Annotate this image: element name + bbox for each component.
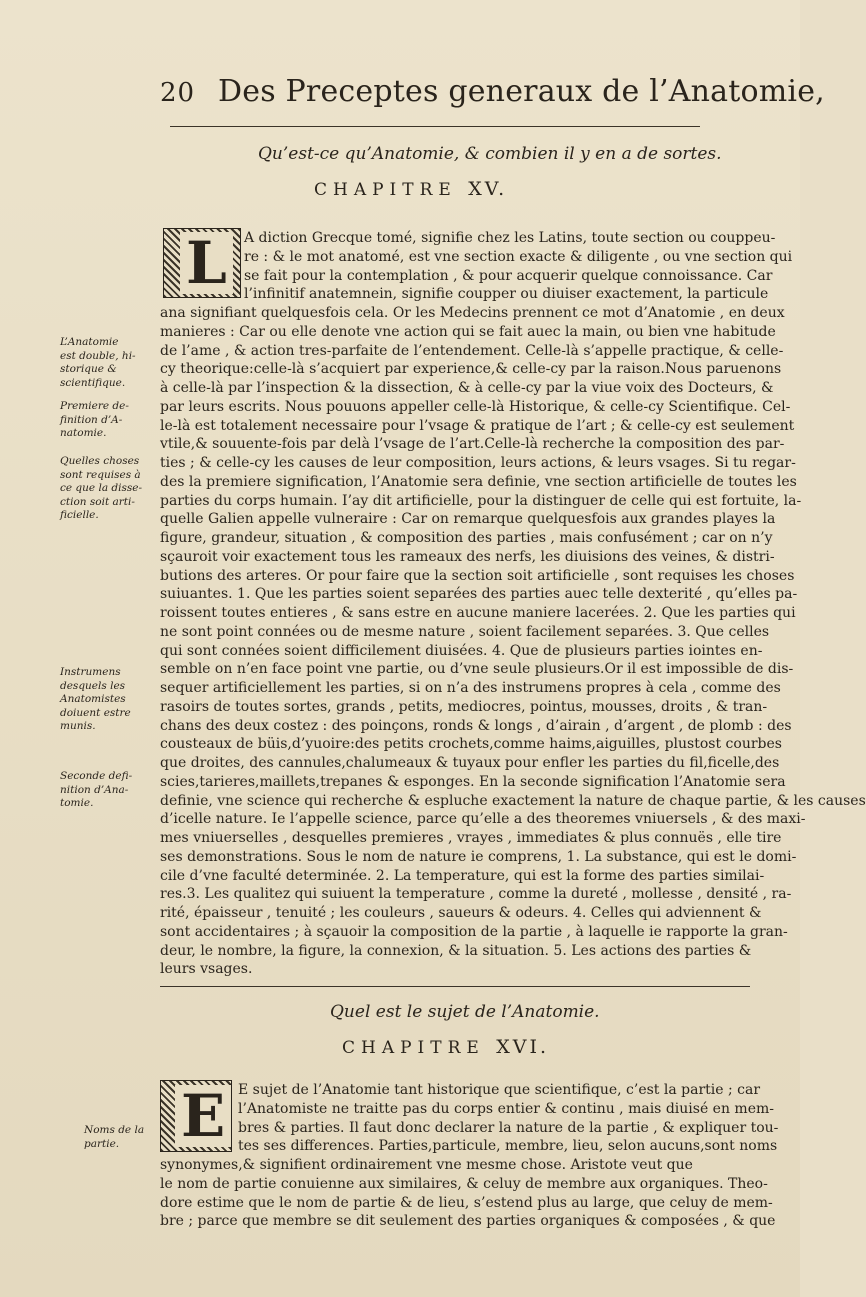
text-line: se fait pour la contemplation , & pour acquerir quelque connoissance. Car	[244, 267, 773, 284]
text-line: le nom de partie conuienne aux similaires, & celuy de membre aux organiques. Theo-	[160, 1175, 768, 1192]
text-line: suiuantes. 1. Que les parties soient separées des parties auec telle dexterité , qu’elles pa-	[160, 586, 798, 603]
margin-note: Noms de la partie.	[84, 1124, 145, 1150]
margin-note: L’Anatomie est double, hi- storique & scientifique.	[60, 336, 136, 389]
text-line: re : & le mot anatomé, est vne section exacte & diligente , ou vne section qui	[244, 248, 793, 265]
text-line: le-là est totalement necessaire pour l’vsage & pratique de l’art ; & celle-cy est seulement	[160, 417, 795, 434]
text-line: sequer artificiellement les parties, si on n’a des instrumens propres à cela , comme des	[160, 680, 781, 696]
chapter15-number: XV.	[468, 178, 508, 200]
chapter15-label	[314, 178, 507, 200]
text-line: l’Anatomiste ne traitte pas du corps entier & continu , mais diuisé en mem-	[238, 1100, 774, 1117]
chapter16-initial-letter: E	[175, 1085, 231, 1147]
text-line: cousteaux de büis,d’yuoire:des petits crochets,comme haims,aiguilles, plustost courbes	[160, 736, 782, 753]
text-line: bres & parties. Il faut donc declarer la nature de la partie , & expliquer tou-	[238, 1119, 779, 1136]
margin-note: Quelles choses sont requises à ce que la disse- ction soit arti- ficielle.	[60, 455, 143, 521]
text-line: rasoirs de toutes sortes, grands , petits, mediocres, pointus, mousses, droits , & tran-	[160, 698, 768, 715]
text-line: figure, grandeur, situation , & composition des parties , mais confusément ; car on n’y	[160, 530, 773, 546]
text-line: chans des deux costez : des poinçons, ronds & longs , d’airain , d’argent , de plomb : des	[160, 717, 792, 734]
section-divider	[160, 986, 750, 987]
chapter16-body	[160, 1081, 779, 1231]
margin-note: Seconde defi- nition d’Ana- tomie.	[60, 770, 133, 809]
text-line: des la premiere signification, l’Anatomie sera definie, vne section artificielle de toutes les	[160, 473, 797, 490]
chapter15-word: CHAPITRE	[314, 180, 457, 200]
text-line: synonymes,& signifient ordinairement vne mesme chose. Aristote veut que	[160, 1157, 693, 1173]
text-line: roissent toutes entieres , & sans estre en aucune maniere lacerées. 2. Que les parties qui	[160, 605, 796, 621]
text-line: manieres : Car ou elle denote vne action qui se fait auec la main, ou bien vne habitude	[160, 323, 776, 340]
text-line: butions des arteres. Or pour faire que la section soit artificielle , sont requises les choses	[160, 567, 795, 584]
margin-note: Instrumens desquels les Anatomistes doiuent estre munis.	[60, 666, 131, 732]
text-line: scies,tarieres,maillets,trepanes & esponges. En la seconde signification l’Anatomie sera	[160, 773, 786, 790]
text-line: A diction Grecque tomé, signifie chez les Latins, toute section ou couppeu-	[244, 230, 776, 246]
margin-note: Premiere de- finition d’A- natomie.	[60, 400, 129, 439]
text-line: ana signifiant quelquesfois cela. Or les Medecins prennent ce mot d’Anatomie , en deux	[160, 305, 785, 321]
text-line: qui sont connées soient difficilement diuisées. 4. Que de plusieurs parties iointes en-	[160, 642, 763, 659]
text-line: semble on n’en face point vne partie, ou d’vne seule plusieurs.Or il est impossible de dis-	[160, 661, 794, 678]
text-line: deur, le nombre, la figure, la connexion, & la situation. 5. Les actions des parties &	[160, 942, 752, 959]
text-line: quelle Galien appelle vulneraire : Car on remarque quelquesfois aux grandes playes la	[160, 511, 776, 528]
running-title: Des Preceptes generaux de l’Anatomie,	[218, 74, 825, 109]
text-line: cile d’vne faculté determinée. 2. La temperature, qui est la forme des parties similai-	[160, 867, 765, 884]
chapter15-title: Qu’est-ce qu’Anatomie, & combien il y en a de sortes.	[258, 144, 722, 164]
text-line: que droites, des cannules,chalumeaux & tuyaux pour enfler les parties du fil,ficelle,des	[160, 755, 780, 771]
chapter16-word: CHAPITRE	[342, 1038, 485, 1058]
text-line: à celle-là par l’inspection & la dissection, & à celle-cy par la viue voix des Docteurs, &	[160, 380, 774, 396]
text-line: sçauroit voir exactement tous les rameaux des nerfs, les diuisions des veines, & distri-	[160, 548, 775, 565]
chapter16-number: XVI.	[496, 1036, 550, 1058]
text-line: ses demonstrations. Sous le nom de nature ie comprens, 1. La substance, qui est le domi-	[160, 848, 797, 865]
text-line: par leurs escrits. Nous pouuons appeller celle-là Historique, & celle-cy Scientifique. Cel-	[160, 398, 791, 415]
text-line: ties ; & celle-cy les causes de leur composition, leurs actions, & leurs vsages. Si tu regar-	[160, 455, 796, 471]
text-line: res.3. Les qualitez qui suiuent la temperature , comme la dureté , mollesse , densité , ra-	[160, 886, 792, 903]
text-line: parties du corps humain. I’ay dit artificielle, pour la distinguer de celle qui est fortuite, la-	[160, 492, 802, 509]
text-line: mes vniuerselles , desquelles premieres , vrayes , immediates & plus connuës , elle tire	[160, 830, 782, 846]
text-line: bre ; parce que membre se dit seulement des parties organiques & composées , & que	[160, 1213, 776, 1230]
chapter16-label	[342, 1036, 549, 1058]
text-line: de l’ame , & action tres-parfaite de l’entendement. Celle-là s’appelle practique, & celle-	[160, 342, 784, 359]
header-rule	[170, 126, 700, 127]
text-line: rité, épaisseur , tenuité ; les couleurs , saueurs & odeurs. 4. Celles qui adviennent &	[160, 905, 762, 921]
text-line: E sujet de l’Anatomie tant historique que scientifique, c’est la partie ; car	[238, 1082, 761, 1098]
page-number: 20	[160, 78, 196, 108]
text-line: leurs vsages.	[160, 961, 253, 978]
text-line: definie, vne science qui recherche & espluche exactement la nature de chaque partie, & les causes	[160, 792, 866, 809]
chapter15-initial-letter: L	[180, 232, 233, 294]
text-line: sont accidentaires ; à sçauoir la composition de la partie , à laquelle ie rapporte la gran-	[160, 923, 788, 940]
text-line: d’icelle nature. Ie l’appelle science, parce qu’elle a des theoremes vniuersels , & des maxi-	[160, 811, 806, 828]
text-line: vtile,& souuente-fois par delà l’vsage de l’art.Celle-là recherche la composition des par-	[160, 436, 785, 453]
chapter16-title: Quel est le sujet de l’Anatomie.	[330, 1002, 600, 1022]
text-line: l’infinitif anatemnein, signifie coupper ou diuiser exactement, la particule	[244, 286, 769, 303]
text-line: dore estime que le nom de partie & de lieu, s’estend plus au large, que celuy de mem-	[160, 1194, 773, 1211]
text-line: tes ses differences. Parties,particule, membre, lieu, selon aucuns,sont noms	[238, 1138, 778, 1155]
text-line: cy theorique:celle-là s’acquiert par experience,& celle-cy par la raison.Nous paruenons	[160, 361, 782, 378]
chapter15-body	[160, 229, 866, 979]
page-header	[160, 70, 825, 120]
text-line: ne sont point connées ou de mesme nature , soient facilement separées. 3. Que celles	[160, 623, 770, 640]
